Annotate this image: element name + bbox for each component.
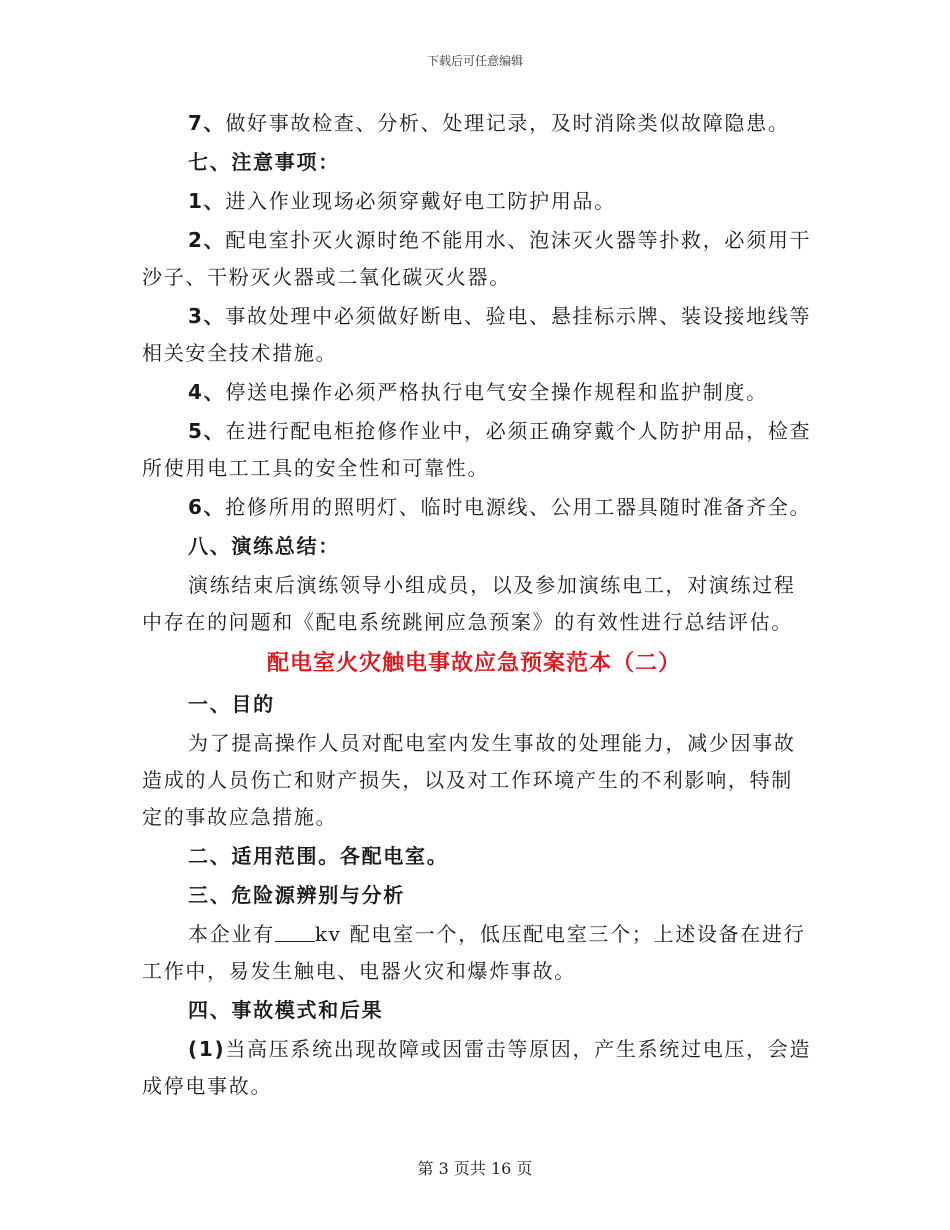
hazards-text: kv 配电室一个，低压配电室三个；上述设备在进行 <box>314 922 806 946</box>
section-heading-summary: 八、演练总结： <box>188 534 340 558</box>
document-body <box>142 105 812 1107</box>
purpose-paragraph <box>142 725 806 836</box>
note-text: 进入作业现场必须穿戴好电工防护用品。 <box>225 189 616 213</box>
note-4 <box>142 374 806 411</box>
hazards-paragraph <box>142 916 806 990</box>
note-text-cont: 相关安全技术措施。 <box>142 341 338 365</box>
item-number: (1) <box>188 1037 226 1061</box>
note-1 <box>142 183 806 220</box>
page-header: 下载后可任意编辑 <box>426 54 523 68</box>
note-number: 1、 <box>188 189 226 213</box>
note-5 <box>142 413 812 487</box>
note-3 <box>142 298 812 372</box>
blank-field <box>275 923 315 942</box>
note-number: 6、 <box>188 495 226 519</box>
purpose-line: 为了提高操作人员对配电室内发生事故的处理能力，减少因事故 <box>188 731 796 755</box>
section-heading-hazards: 三、危险源辨别与分析 <box>188 883 405 907</box>
note-number: 5、 <box>188 419 226 443</box>
note-2 <box>142 222 812 296</box>
item-text: 当高压系统出现故障或因雷击等原因，产生系统过电压，会造 <box>225 1037 812 1061</box>
note-number: 2、 <box>188 228 226 252</box>
accident-item-1 <box>142 1031 812 1105</box>
item-text-cont: 成停电事故。 <box>142 1074 273 1098</box>
item-text: 做好事故检查、分析、处理记录，及时消除类似故障隐患。 <box>225 111 790 135</box>
purpose-line: 造成的人员伤亡和财产损失，以及对工作环境产生的不利影响，特制 <box>142 768 793 792</box>
note-text: 配电室扑灭火源时绝不能用水、泡沫灭火器等扑救，必须用干 <box>225 228 812 252</box>
page-footer: 第 3 页共 16 页 <box>417 1159 533 1178</box>
note-text: 抢修所用的照明灯、临时电源线、公用工器具随时准备齐全。 <box>225 495 812 519</box>
summary-paragraph <box>142 567 806 641</box>
note-text: 在进行配电柜抢修作业中，必须正确穿戴个人防护用品，检查 <box>225 419 812 443</box>
note-number: 3、 <box>188 304 226 328</box>
section-heading-scope: 二、适用范围。各配电室。 <box>188 844 449 868</box>
note-text: 停送电操作必须严格执行电气安全操作规程和监护制度。 <box>225 380 768 404</box>
note-text: 事故处理中必须做好断电、验电、悬挂标示牌、装设接地线等 <box>225 304 812 328</box>
summary-line: 演练结束后演练领导小组成员，以及参加演练电工，对演练过程 <box>188 573 796 597</box>
item-7 <box>142 105 806 142</box>
hazards-line: 工作中，易发生触电、电器火灾和爆炸事故。 <box>142 959 576 983</box>
note-number: 4、 <box>188 380 226 404</box>
section-heading-purpose: 一、目的 <box>188 692 275 716</box>
summary-line: 中存在的问题和《配电系统跳闸应急预案》的有效性进行总结评估。 <box>142 610 793 634</box>
note-6 <box>142 489 812 526</box>
section-heading-accident-modes: 四、事故模式和后果 <box>188 998 384 1022</box>
document-title: 配电室火灾触电事故应急预案范本（二） <box>266 651 681 676</box>
note-text-cont: 沙子、干粉灭火器或二氧化碳灭火器。 <box>142 265 511 289</box>
section-heading-notes: 七、注意事项： <box>188 150 340 174</box>
purpose-line: 定的事故应急措施。 <box>142 805 338 829</box>
item-number: 7、 <box>188 111 226 135</box>
hazards-text: 本企业有 <box>188 922 275 946</box>
note-text-cont: 所使用电工工具的安全性和可靠性。 <box>142 456 490 480</box>
